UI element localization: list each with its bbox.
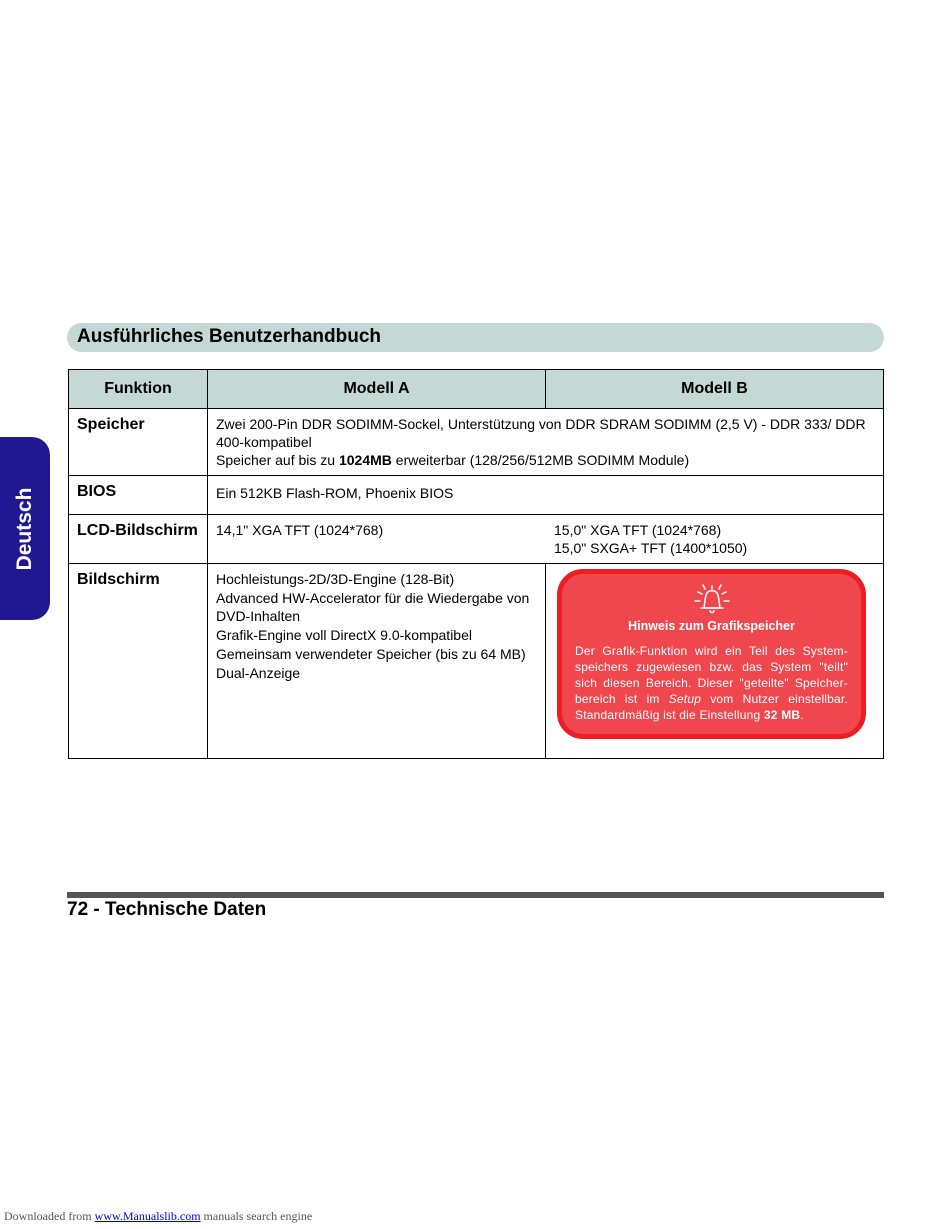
speicher-line-1: Zwei 200-Pin DDR SODIMM-Sockel, Unterstützung von DDR SDRAM SODIMM (2,5 V) - DDR 333/ DDR 400-kompatibel [216, 416, 866, 450]
row-label-bildschirm: Bildschirm [69, 564, 208, 759]
footer-rule [67, 892, 884, 898]
header-bar [67, 323, 884, 352]
list-item: Gemeinsam verwendeter Speicher (bis zu 64 MB) [216, 646, 526, 662]
bell-alert-icon [690, 582, 734, 616]
note-default-value: 32 MB [763, 708, 801, 722]
note-text [575, 643, 848, 723]
footer-page-title: 72 - Technische Daten [67, 899, 267, 920]
speicher-max-value: 1024MB [338, 452, 392, 468]
speicher-value [208, 409, 884, 476]
download-suffix: manuals search engine [200, 1209, 313, 1223]
column-header-modell-b: Modell B [546, 370, 884, 409]
lcd-modell-a: 14,1" XGA TFT (1024*768) [216, 522, 384, 538]
list-item: Advanced HW-Accelerator für die Wiedergabe von DVD-Inhalten [216, 590, 530, 624]
speicher-line-2-post: erweiterbar (128/256/512MB SODIMM Module) [391, 452, 690, 468]
lcd-values [208, 515, 884, 564]
list-item: Hochleistungs-2D/3D-Engine (128-Bit) [216, 571, 455, 587]
speicher-line-2 [216, 451, 875, 469]
note-text-setup: Setup [668, 692, 702, 706]
row-label-speicher: Speicher [69, 409, 208, 476]
row-label-bios: BIOS [69, 476, 208, 515]
lcd-modell-b [554, 521, 747, 557]
column-header-funktion: Funktion [69, 370, 208, 409]
row-label-lcd: LCD-Bildschirm [69, 515, 208, 564]
speicher-line-2-pre: Speicher auf bis zu [216, 452, 339, 468]
table-row-bios [69, 476, 884, 515]
graphics-memory-note [557, 569, 866, 739]
lcd-modell-b-option-1: 15,0" XGA TFT (1024*768) [554, 522, 722, 538]
language-tab-label: Deutsch [13, 487, 36, 570]
download-prefix: Downloaded from [4, 1209, 95, 1223]
download-notice [4, 1209, 312, 1224]
note-text-part-2: vom Nutzer einstellbar. Standardmäßig ist die Einstellung [575, 692, 848, 722]
bios-value: Ein 512KB Flash-ROM, Phoenix BIOS [208, 476, 884, 515]
note-text-part-1: Der Grafik-Funktion wird ein Teil des System-speichers zugewiesen bzw. das System "teilt" sich diesen Bereich. Dieser "geteilte" Speicher-bereich ist im [575, 644, 848, 706]
list-item: Dual-Anzeige [216, 665, 301, 681]
column-header-modell-a: Modell A [208, 370, 546, 409]
note-text-end: . [800, 708, 804, 722]
table-row-lcd [69, 515, 884, 564]
lcd-modell-b-option-2: 15,0" SXGA+ TFT (1400*1050) [554, 540, 748, 556]
table-row-speicher [69, 409, 884, 476]
note-title: Hinweis zum Grafikspeicher [628, 619, 795, 633]
manualslib-link[interactable]: www.Manualslib.com [94, 1209, 201, 1223]
table-header-row [69, 370, 884, 409]
page-header-title: Ausführliches Benutzerhandbuch [77, 326, 382, 347]
list-item: Grafik-Engine voll DirectX 9.0-kompatibel [216, 627, 472, 643]
language-tab [0, 437, 50, 620]
bildschirm-features [208, 564, 546, 759]
